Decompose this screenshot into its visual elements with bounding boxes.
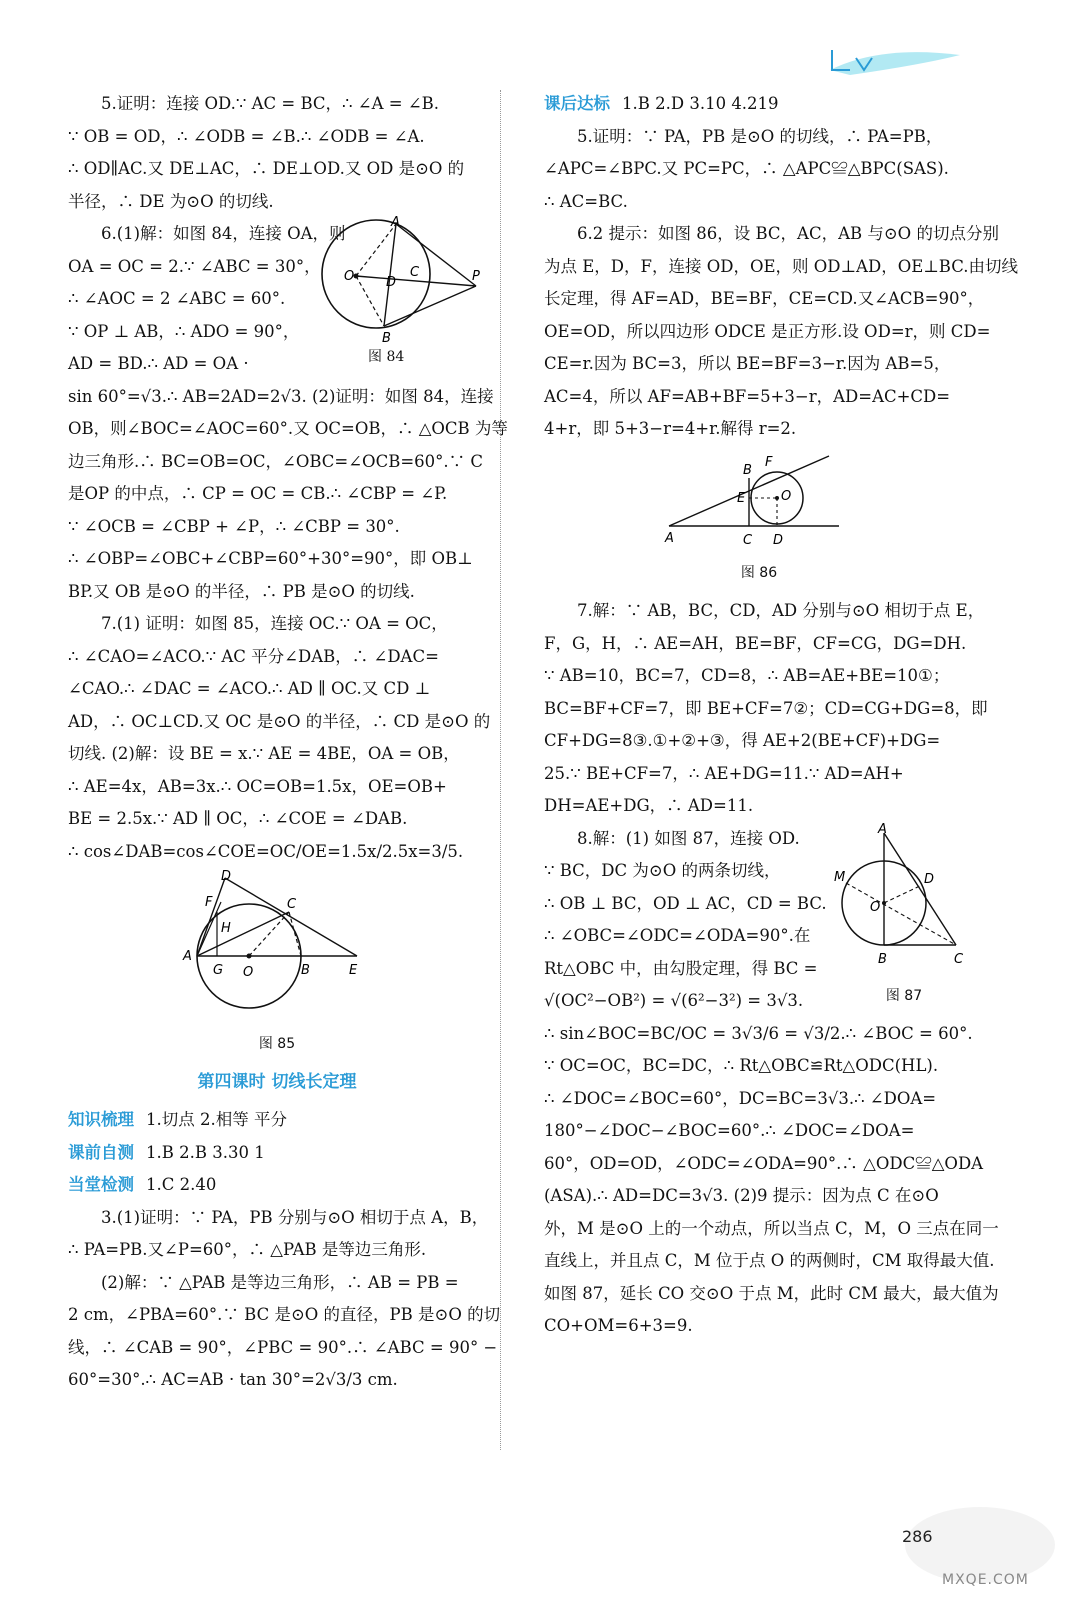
- text-line: 半径，∴ DE 为⊙O 的切线.: [68, 191, 274, 211]
- text-line: BC=BF+CF=7，即 BE+CF=7②；CD=CG+DG=8，即: [544, 698, 988, 718]
- text-line: ∴ OD∥AC.又 DE⊥AC，∴ DE⊥OD.又 OD 是⊙O 的: [68, 159, 465, 178]
- svg-text:P: P: [472, 269, 480, 284]
- text-line: (2)解：∵ △PAB 是等边三角形，∴ AB = PB =: [101, 1272, 459, 1292]
- text-line: 长定理，得 AF=AD，BE=BF，CE=CD.又∠ACB=90°，: [544, 289, 985, 308]
- text-line: Rt△OBC 中，由勾股定理，得 BC =: [544, 958, 818, 978]
- svg-text:O: O: [870, 899, 881, 915]
- text-line: CO+OM=6+3=9.: [544, 1316, 693, 1335]
- text-line: 为点 E，D，F，连接 OD，OE，则 OD⊥AD，OE⊥BC.由切线: [544, 256, 1019, 276]
- text-line: ∴ AC=BC.: [544, 191, 628, 211]
- corner-decoration-icon: [820, 40, 970, 80]
- svg-text:C: C: [743, 532, 753, 548]
- svg-text:D: D: [773, 532, 784, 548]
- svg-text:E: E: [737, 490, 746, 506]
- text-line: ∴ PA=PB.又∠P=60°，∴ △PAB 是等边三角形.: [68, 1240, 427, 1259]
- svg-text:B: B: [878, 951, 887, 967]
- text-line: 边三角形.∴ BC=OB=OC，∠OBC=∠OCB=60°.∵ C: [68, 451, 484, 471]
- svg-text:G: G: [213, 963, 224, 978]
- figure-84-diagram: [316, 215, 486, 346]
- answer-kqzc: 1.B 2.B 3.30 1: [146, 1142, 265, 1162]
- text-line: ∴ cos∠DAB=cos∠COE=OC/OE=1.5x/2.5x=3/5.: [68, 841, 464, 861]
- figure-85-diagram: [177, 869, 377, 1020]
- text-line: 是OP 的中点，∴ CP = OC = CB.∴ ∠CBP = ∠P.: [68, 484, 448, 503]
- right-q6: [544, 218, 1019, 446]
- text-line: BE = 2.5x.∵ AD ∥ OC，∴ ∠COE = ∠DAB.: [68, 809, 408, 828]
- text-line: F，G，H，∴ AE=AH，BE=BF，CF=CG，DG=DH.: [544, 633, 967, 653]
- text-line: AD，∴ OC⊥CD.又 OC 是⊙O 的半径，∴ CD 是⊙O 的: [68, 711, 491, 731]
- text-line: ∴ ∠AOC = 2 ∠ABC = 60°.: [68, 289, 286, 308]
- svg-text:E: E: [349, 963, 358, 978]
- svg-text:O: O: [781, 488, 792, 504]
- svg-text:A: A: [183, 949, 192, 964]
- answer-zhishi: 1.切点 2.相等 平分: [146, 1110, 287, 1129]
- column-divider: [500, 90, 501, 1450]
- text-line: ∴ AE=4x，AB=3x.∴ OC=OB=1.5x，OE=OB+: [68, 776, 447, 796]
- svg-text:A: A: [391, 215, 400, 230]
- text-line: ∠APC=∠BPC.又 PC=PC，∴ △APC≌△BPC(SAS).: [544, 159, 949, 178]
- text-line: 外，M 是⊙O 上的一个动点，所以当点 C，M，O 三点在同一: [544, 1218, 999, 1238]
- svg-text:C: C: [410, 265, 420, 280]
- text-line: (ASA).∴ AD=DC=3√3. (2)9 提示：因为点 C 在⊙O: [544, 1186, 939, 1205]
- text-line: ∴ ∠OBC=∠ODC=∠ODA=90°.在: [544, 926, 811, 945]
- text-line: 25.∵ BE+CF=7，∴ AE+DG=11.∵ AD=AH+: [544, 763, 904, 783]
- text-line: ∵ OB = OD，∴ ∠ODB = ∠B.∴ ∠ODB = ∠A.: [68, 126, 425, 146]
- right-q7: [544, 595, 988, 823]
- text-line: ∴ sin∠BOC=BC/OC = 3√3/6 = √3/2.∴ ∠BOC = 60°.: [544, 1023, 973, 1043]
- text-line: ∴ ∠CAO=∠ACO.∵ AC 平分∠DAB，∴ ∠DAC=: [68, 646, 439, 666]
- left-q7: [68, 608, 491, 868]
- text-line: ∴ OB ⊥ BC，OD ⊥ AC，CD = BC.: [544, 893, 827, 913]
- answers-block: [68, 1104, 486, 1202]
- figure-86-diagram: [659, 450, 859, 550]
- right-column: [544, 88, 1019, 1343]
- text-line: ∵ BC，DC 为⊙O 的两条切线，: [544, 861, 781, 880]
- svg-text:M: M: [834, 869, 846, 885]
- text-line: 7.(1) 证明：如图 85，连接 OC.∵ OA = OC，: [101, 614, 448, 633]
- text-line: AD = BD.∴ AD = OA ·: [68, 354, 249, 373]
- figure-86-caption: 图 86: [740, 565, 778, 581]
- svg-text:D: D: [924, 871, 935, 887]
- svg-text:F: F: [205, 895, 213, 910]
- text-line: 180°−∠DOC−∠BOC=60°.∴ ∠DOC=∠DOA=: [544, 1121, 915, 1140]
- text-line: AC=4，所以 AF=AB+BF=5+3−r，AD=AC+CD=: [544, 386, 951, 406]
- text-line: 4+r，即 5+3−r=4+r.解得 r=2.: [544, 419, 797, 438]
- text-line: BP.又 OB 是⊙O 的半径，∴ PB 是⊙O 的切线.: [68, 581, 415, 601]
- text-line: ∵ ∠OCB = ∠CBP + ∠P，∴ ∠CBP = 30°.: [68, 516, 400, 536]
- text-line: ∴ ∠DOC=∠BOC=60°，DC=BC=3√3.∴ ∠DOA=: [544, 1088, 937, 1108]
- svg-text:C: C: [287, 897, 297, 912]
- left-q3: [68, 1202, 501, 1397]
- text-line: 8.解：(1) 如图 87，连接 OD.: [577, 828, 800, 848]
- svg-text:B: B: [301, 963, 310, 978]
- text-line: 切线. (2)解：设 BE = x.∵ AE = 4BE，OA = OB，: [68, 744, 460, 763]
- right-q8: [544, 823, 974, 1018]
- svg-text:H: H: [221, 921, 231, 936]
- svg-text:O: O: [243, 965, 254, 980]
- section-title: 第四课时 切线长定理: [197, 1071, 357, 1092]
- svg-text:C: C: [954, 951, 964, 967]
- svg-text:A: A: [665, 530, 674, 546]
- svg-text:O: O: [344, 269, 355, 284]
- right-q8-rest: [544, 1018, 999, 1343]
- figure-87-caption: 图 87: [885, 988, 923, 1004]
- text-line: 6.2 提示：如图 86，设 BC，AC，AB 与⊙O 的切点分别: [577, 224, 999, 243]
- text-line: 60°，OD=OD，∠ODC=∠ODA=90°.∴ △ODC≌△ODA: [544, 1153, 984, 1173]
- svg-text:A: A: [878, 821, 887, 837]
- watermark-text: MXQE.COM: [942, 1572, 1029, 1588]
- text-line: 直线上，并且点 C，M 位于点 O 的两侧时，CM 取得最大值.: [544, 1251, 995, 1270]
- svg-text:F: F: [765, 454, 773, 470]
- text-line: 3.(1)证明：∵ PA，PB 分别与⊙O 相切于点 A，B，: [101, 1207, 489, 1227]
- text-line: 5.证明：连接 OD.∵ AC = BC，∴ ∠A = ∠B.: [101, 94, 440, 113]
- text-line: OE=OD，所以四边形 ODCE 是正方形.设 OD=r，则 CD=: [544, 321, 991, 341]
- left-q6: [68, 215, 486, 381]
- answer-dtjc: 1.C 2.40: [146, 1175, 217, 1194]
- svg-text:D: D: [221, 869, 232, 884]
- text-line: sin 60°=√3.∴ AB=2AD=2√3. (2)证明：如图 84，连接: [68, 386, 494, 406]
- text-line: ∴ ∠OBP=∠OBC+∠CBP=60°+30°=90°，即 OB⊥: [68, 549, 473, 568]
- text-line: 60°=30°.∴ AC=AB · tan 30°=2√3/3 cm.: [68, 1370, 398, 1389]
- svg-text:D: D: [386, 275, 397, 290]
- text-line: CF+DG=8③.①+②+③，得 AE+2(BE+CF)+DG=: [544, 731, 941, 750]
- label-zhishi: 知识梳理: [68, 1110, 134, 1129]
- text-line: CE=r.因为 BC=3，所以 BE=BF=3−r.因为 AB=5，: [544, 354, 951, 373]
- figure-84: [316, 215, 486, 360]
- label-kqzc: 课前自测: [68, 1142, 134, 1162]
- left-column: [68, 88, 508, 1397]
- text-line: 2 cm，∠PBA=60°.∵ BC 是⊙O 的直径，PB 是⊙O 的切: [68, 1305, 501, 1324]
- left-q6-rest: [68, 381, 508, 609]
- label-khdb: 课后达标: [544, 94, 610, 113]
- figure-85-caption: 图 85: [258, 1035, 296, 1052]
- figure-87: [834, 823, 974, 1007]
- answer-khdb: 1.B 2.D 3.10 4.219: [622, 94, 779, 113]
- text-line: ∠CAO.∴ ∠DAC = ∠ACO.∴ AD ∥ OC.又 CD ⊥: [68, 679, 431, 698]
- figure-84-caption: 图 84: [368, 348, 405, 365]
- svg-text:B: B: [743, 462, 752, 478]
- label-dtjc: 当堂检测: [68, 1175, 134, 1194]
- text-line: 5.证明：∵ PA，PB 是⊙O 的切线，∴ PA=PB，: [577, 126, 943, 146]
- figure-87-diagram: [834, 823, 974, 973]
- text-line: ∵ OC=OC，BC=DC，∴ Rt△OBC≌Rt△ODC(HL).: [544, 1056, 939, 1075]
- figure-86: [544, 450, 974, 584]
- page-number: 286: [902, 1527, 933, 1546]
- text-line: 如图 87，延长 CO 交⊙O 于点 M，此时 CM 最大，最大值为: [544, 1283, 999, 1303]
- text-line: ∵ OP ⊥ AB，∴ ADO = 90°，: [68, 321, 300, 341]
- text-line: 6.(1)解：如图 84，连接 OA，则: [101, 224, 346, 243]
- text-line: √(OC²−OB²) = √(6²−3²) = 3√3.: [544, 991, 804, 1010]
- figure-85: [68, 869, 486, 1054]
- text-line: ∵ AB=10，BC=7，CD=8，∴ AB=AE+BE=10①；: [544, 666, 950, 685]
- text-line: 7.解：∵ AB，BC，CD，AD 分别与⊙O 相切于点 E，: [577, 601, 985, 620]
- text-line: OA = OC = 2.∵ ∠ABC = 30°，: [68, 256, 321, 276]
- text-line: OB，则∠BOC=∠AOC=60°.又 OC=OB，∴ △OCB 为等: [68, 419, 508, 438]
- right-q5: [544, 121, 974, 219]
- text-line: DH=AE+DG，∴ AD=11.: [544, 796, 754, 815]
- text-line: 线，∴ ∠CAB = 90°，∠PBC = 90°.∴ ∠ABC = 90° −: [68, 1337, 498, 1357]
- svg-text:B: B: [382, 331, 391, 346]
- left-q5: [68, 88, 486, 218]
